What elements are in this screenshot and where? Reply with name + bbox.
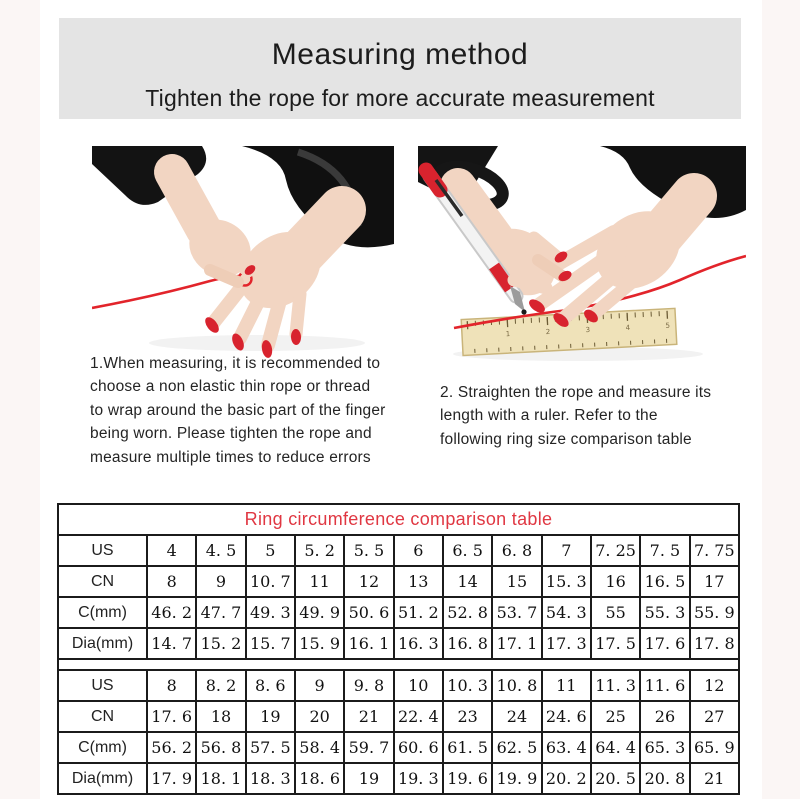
table-cell: 5 — [246, 535, 295, 566]
table-cell: 7. 25 — [591, 535, 640, 566]
table-cell: 19. 3 — [394, 763, 443, 794]
table-cell: 60. 6 — [394, 732, 443, 763]
table-row — [58, 701, 739, 732]
table-cell: 10. 7 — [246, 566, 295, 597]
hands-wrapping-red-thread-illustration — [92, 146, 394, 360]
table-row — [58, 670, 739, 701]
pen-tip — [521, 309, 526, 314]
table-cell: 20. 5 — [591, 763, 640, 794]
table-cell: 27 — [690, 701, 739, 732]
table-cell: 19. 6 — [443, 763, 492, 794]
svg-text:3: 3 — [585, 325, 591, 335]
separator-cell — [58, 659, 739, 670]
table-cell: 19 — [344, 763, 393, 794]
table-cell: 52. 8 — [443, 597, 492, 628]
table-cell: 17. 6 — [640, 628, 689, 659]
table-cell: 4 — [147, 535, 196, 566]
table-cell: 18. 3 — [246, 763, 295, 794]
table-cell: 15 — [492, 566, 541, 597]
table-cell: 59. 7 — [344, 732, 393, 763]
header-box — [59, 18, 741, 119]
table-row — [58, 597, 739, 628]
table-cell: 47. 7 — [196, 597, 245, 628]
table-cell: 54. 3 — [542, 597, 591, 628]
table-cell: 9 — [295, 670, 344, 701]
table-cell: 20 — [295, 701, 344, 732]
table-cell: 12 — [690, 670, 739, 701]
table-cell: 49. 9 — [295, 597, 344, 628]
table-cell: 18 — [196, 701, 245, 732]
table-cell: 56. 2 — [147, 732, 196, 763]
table-cell: 11 — [542, 670, 591, 701]
table-cell: 21 — [690, 763, 739, 794]
table-cell: 7 — [542, 535, 591, 566]
svg-text:4: 4 — [625, 323, 631, 332]
row-label: CN — [58, 566, 147, 597]
table-cell: 61. 5 — [443, 732, 492, 763]
table-cell: 23 — [443, 701, 492, 732]
table-cell: 50. 6 — [344, 597, 393, 628]
ring-size-comparison-table — [57, 503, 740, 795]
table-cell: 63. 4 — [542, 732, 591, 763]
table-cell: 65. 9 — [690, 732, 739, 763]
table-cell: 62. 5 — [492, 732, 541, 763]
table-cell: 46. 2 — [147, 597, 196, 628]
table-cell: 25 — [591, 701, 640, 732]
table-cell: 16 — [591, 566, 640, 597]
table-cell: 26 — [640, 701, 689, 732]
table-cell: 64. 4 — [591, 732, 640, 763]
table-row — [58, 763, 739, 794]
table-cell: 57. 5 — [246, 732, 295, 763]
table-cell: 16. 1 — [344, 628, 393, 659]
table-cell: 51. 2 — [394, 597, 443, 628]
table-cell: 56. 8 — [196, 732, 245, 763]
page-subtitle: Tighten the rope for more accurate measurement — [145, 85, 655, 111]
finger — [296, 294, 300, 334]
table-cell: 8 — [147, 670, 196, 701]
caption-line: measure multiple times to reduce errors — [90, 448, 371, 466]
table-row — [58, 566, 739, 597]
red-thread — [92, 276, 240, 308]
table-cell: 17. 8 — [690, 628, 739, 659]
hand-marking-thread-with-pen-on-ruler-illustration — [418, 146, 746, 364]
page — [40, 0, 762, 799]
caption-line: 1.When measuring, it is recommended to — [90, 355, 381, 372]
table-cell: 20. 8 — [640, 763, 689, 794]
table-cell: 24 — [492, 701, 541, 732]
table-cell: 8. 2 — [196, 670, 245, 701]
step2-photo — [418, 146, 746, 364]
table-cell: 14. 7 — [147, 628, 196, 659]
table-cell: 7. 5 — [640, 535, 689, 566]
table-cell: 21 — [344, 701, 393, 732]
table-cell: 17. 3 — [542, 628, 591, 659]
table-cell: 16. 3 — [394, 628, 443, 659]
row-label: C(mm) — [58, 732, 147, 763]
table-cell: 6. 8 — [492, 535, 541, 566]
row-label: CN — [58, 701, 147, 732]
table-cell: 12 — [344, 566, 393, 597]
table-cell: 11. 3 — [591, 670, 640, 701]
table-cell: 19 — [246, 701, 295, 732]
left-forearm — [172, 172, 204, 230]
table-cell: 15. 2 — [196, 628, 245, 659]
table-cell: 9 — [196, 566, 245, 597]
step2-caption — [440, 381, 780, 451]
table-cell: 55. 9 — [690, 597, 739, 628]
caption-line: to wrap around the basic part of the finger — [90, 401, 386, 419]
table-row — [58, 628, 739, 659]
table-cell: 18. 6 — [295, 763, 344, 794]
table-cell: 15. 3 — [542, 566, 591, 597]
row-label: C(mm) — [58, 597, 147, 628]
table-cell: 11 — [295, 566, 344, 597]
table-title: Ring circumference comparison table — [58, 504, 739, 535]
svg-text:2: 2 — [545, 327, 551, 337]
page-title: Measuring method — [271, 38, 529, 71]
svg-text:1: 1 — [505, 330, 511, 339]
table-cell: 16. 8 — [443, 628, 492, 659]
caption-line: following ring size comparison table — [440, 430, 692, 448]
table-cell: 53. 7 — [492, 597, 541, 628]
svg-text:5: 5 — [665, 321, 671, 330]
table-cell: 10. 8 — [492, 670, 541, 701]
step1-photo — [92, 146, 394, 360]
table-cell: 20. 2 — [542, 763, 591, 794]
table-cell: 65. 3 — [640, 732, 689, 763]
table-cell: 8. 6 — [246, 670, 295, 701]
table-cell: 15. 7 — [246, 628, 295, 659]
soft-shadow — [149, 335, 365, 351]
table-cell: 6. 5 — [443, 535, 492, 566]
row-label: Dia(mm) — [58, 763, 147, 794]
table-cell: 22. 4 — [394, 701, 443, 732]
row-label: US — [58, 535, 147, 566]
caption-line: length with a ruler. Refer to the — [440, 407, 658, 425]
table-cell: 7. 75 — [690, 535, 739, 566]
table-cell: 10. 3 — [443, 670, 492, 701]
table-cell: 5. 2 — [295, 535, 344, 566]
table-section-separator — [58, 659, 739, 670]
table-cell: 9. 8 — [344, 670, 393, 701]
table-cell: 17. 5 — [591, 628, 640, 659]
table-cell: 24. 6 — [542, 701, 591, 732]
table-cell: 58. 4 — [295, 732, 344, 763]
table-cell: 17. 6 — [147, 701, 196, 732]
table-row — [58, 732, 739, 763]
table-cell: 16. 5 — [640, 566, 689, 597]
row-label: Dia(mm) — [58, 628, 147, 659]
caption-line: choose a non elastic thin rope or thread — [90, 378, 371, 396]
table-cell: 13 — [394, 566, 443, 597]
table-cell: 19. 9 — [492, 763, 541, 794]
table-cell: 17. 1 — [492, 628, 541, 659]
table-cell: 55 — [591, 597, 640, 628]
table-cell: 55. 3 — [640, 597, 689, 628]
thumb — [514, 280, 546, 288]
table-cell: 8 — [147, 566, 196, 597]
table-title-row — [58, 504, 739, 535]
table-cell: 49. 3 — [246, 597, 295, 628]
table-cell: 17. 9 — [147, 763, 196, 794]
table-cell: 10 — [394, 670, 443, 701]
row-label: US — [58, 670, 147, 701]
table-cell: 11. 6 — [640, 670, 689, 701]
table-row — [58, 535, 739, 566]
table-cell: 6 — [394, 535, 443, 566]
step1-caption — [90, 352, 430, 469]
table-cell: 14 — [443, 566, 492, 597]
table-cell: 5. 5 — [344, 535, 393, 566]
caption-line: 2. Straighten the rope and measure its — [440, 384, 712, 401]
table-cell: 17 — [690, 566, 739, 597]
table-cell: 15. 9 — [295, 628, 344, 659]
table-cell: 18. 1 — [196, 763, 245, 794]
table-cell: 4. 5 — [196, 535, 245, 566]
caption-line: being worn. Please tighten the rope and — [90, 425, 372, 443]
